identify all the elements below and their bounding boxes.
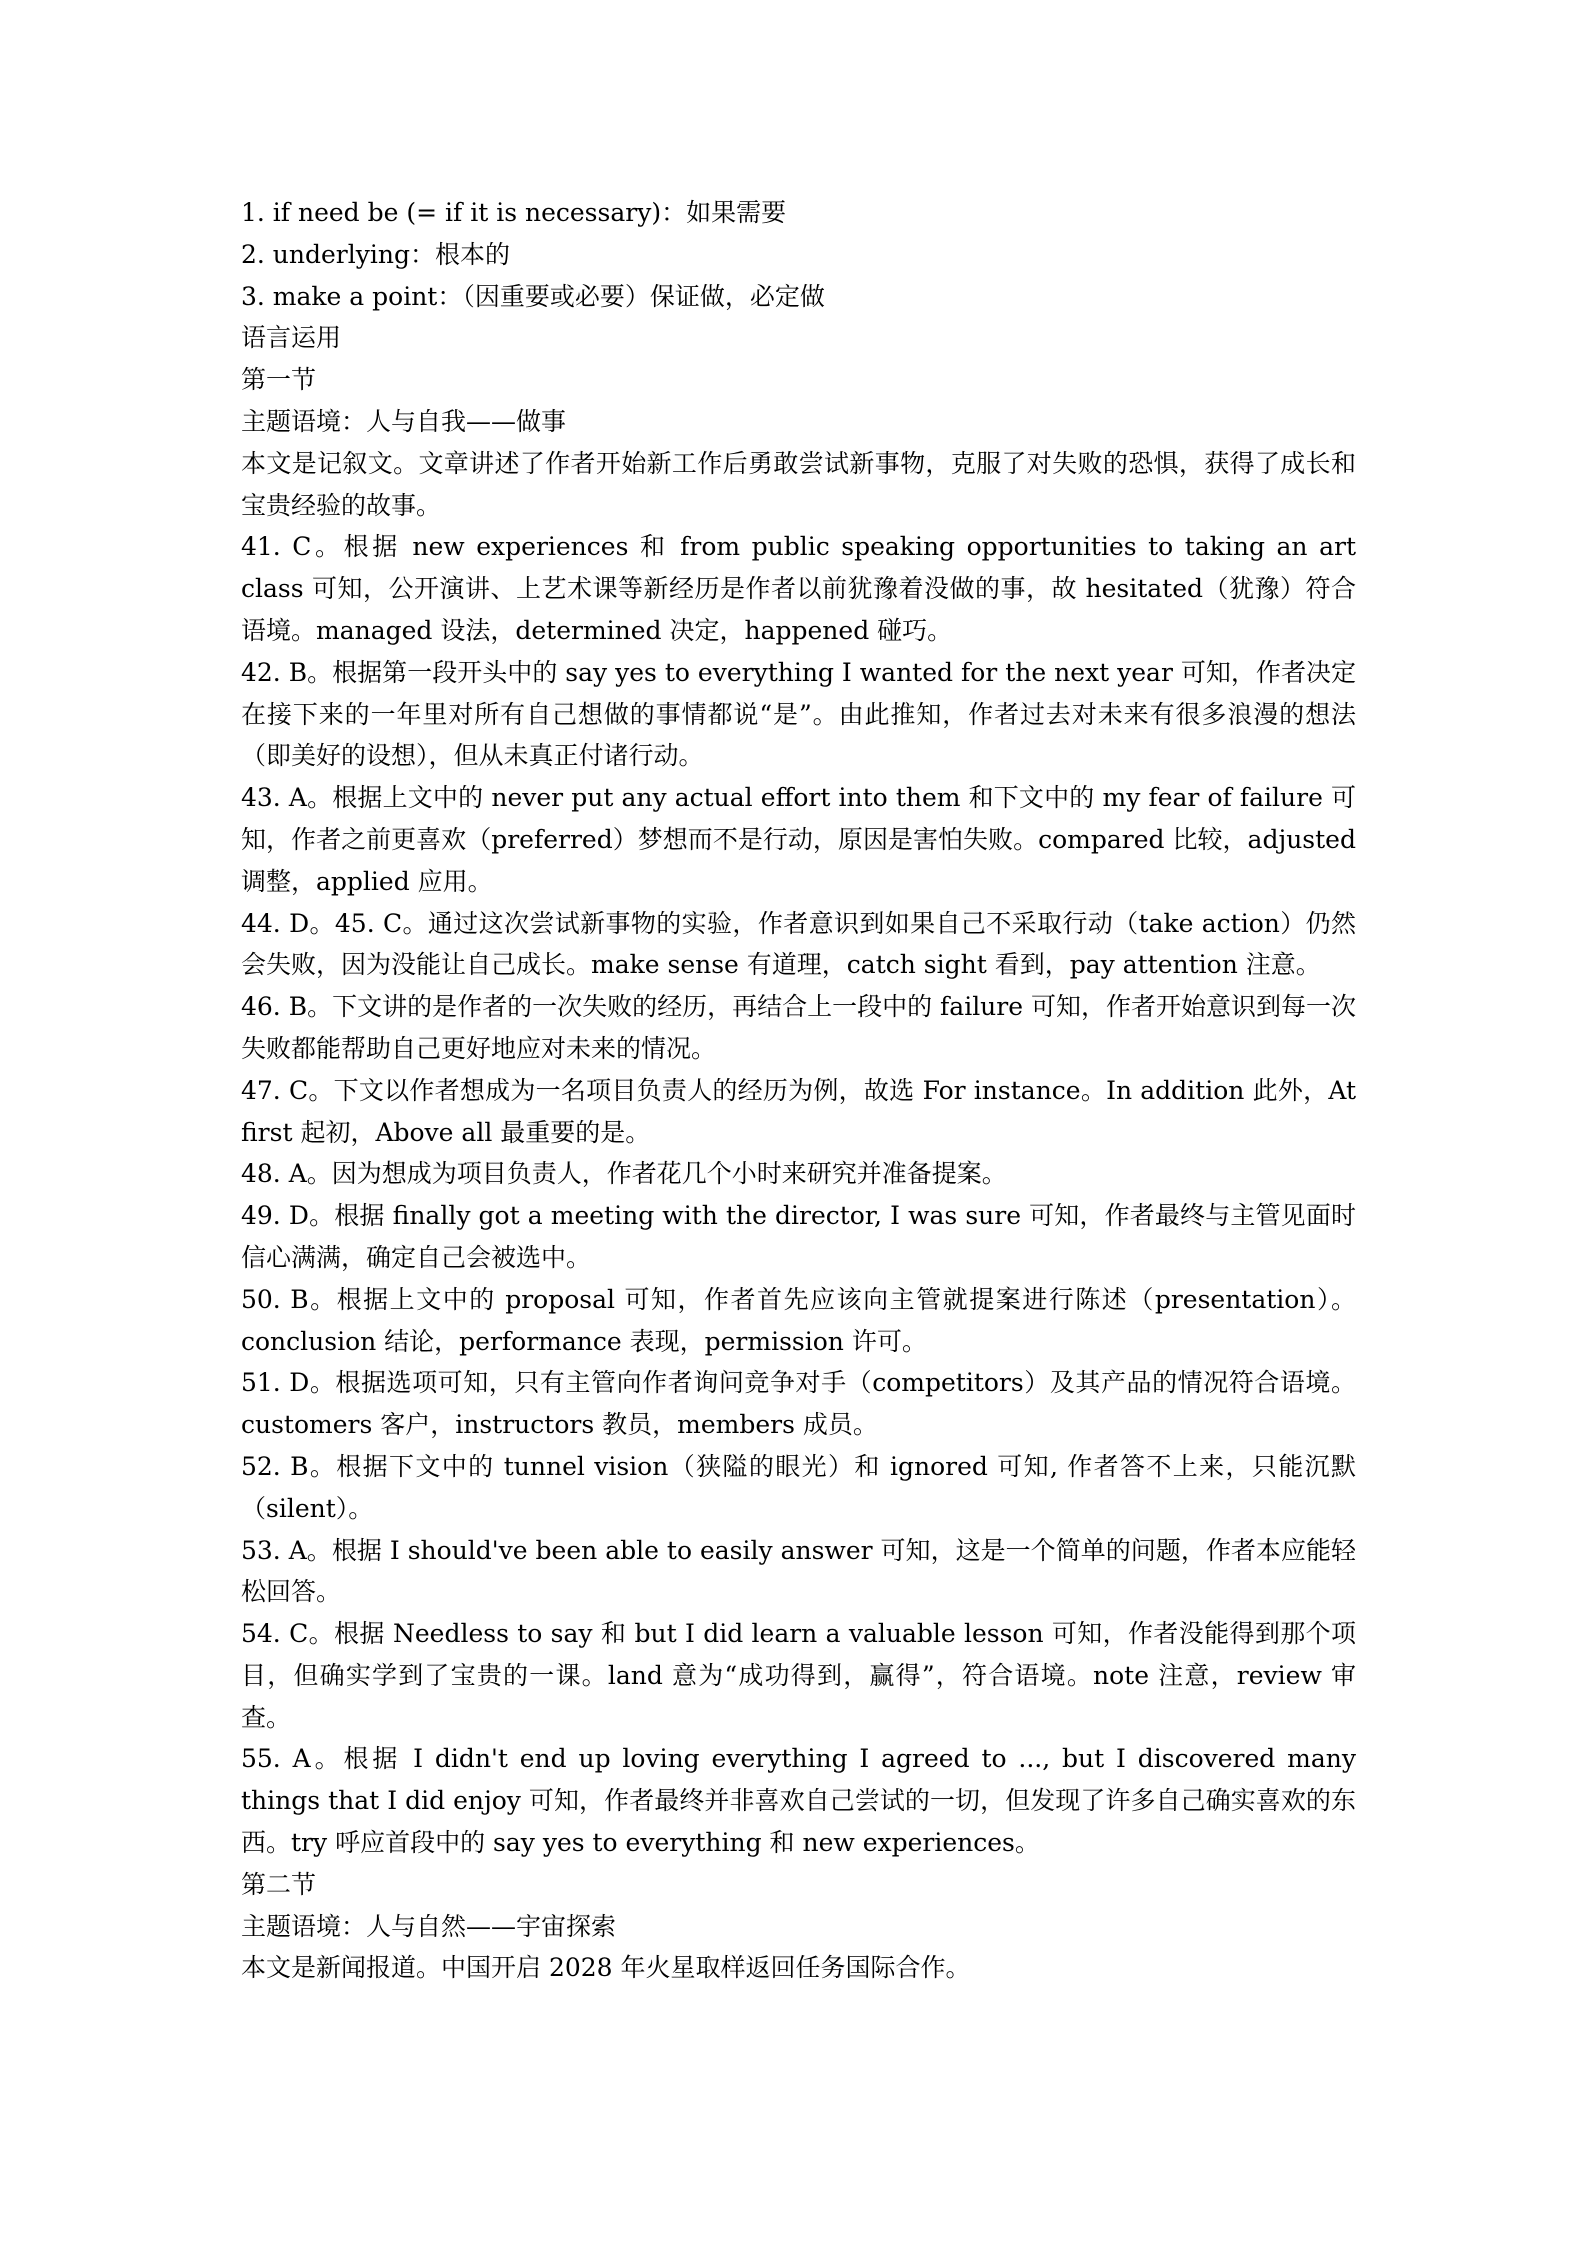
answer-item: 47. C。下文以作者想成为一名项目负责人的经历为例，故选 For instance。In addition 此外，At first 起初，Above all 最重要的是。 (241, 1075, 1356, 1147)
part1-summary: 本文是记叙文。文章讲述了作者开始新工作后勇敢尝试新事物，克服了对失败的恐惧，获得了成长和宝贵经验的故事。 (241, 448, 1356, 520)
answer-item: 55. A。根据 I didn't end up loving everything I agreed to ..., but I discovered many things that I did enjoy 可知，作者最终并非喜欢自己尝试的一切，但发现了许多自己确实喜欢的东西。try 呼应首段中的 say yes to everything 和 new experiences。 (241, 1744, 1356, 1858)
answer-item: 48. A。因为想成为项目负责人，作者花几个小时来研究并准备提案。 (241, 1159, 1007, 1189)
part1-title: 第一节 (241, 365, 317, 395)
answer-item: 50. B。根据上文中的 proposal 可知，作者首先应该向主管就提案进行陈述（presentation）。conclusion 结论，performance 表现，permission 许可。 (241, 1284, 1356, 1356)
document-page (241, 192, 1356, 1989)
part2-title: 第二节 (241, 1869, 317, 1899)
vocab-item: 2. underlying：根本的 (241, 239, 510, 269)
answer-item: 43. A。根据上文中的 never put any actual effort into them 和下文中的 my fear of failure 可知，作者之前更喜欢（preferred）梦想而不是行动，原因是害怕失败。compared 比较，adjusted 调整，applied 应用。 (241, 783, 1356, 896)
vocab-item: 1. if need be (= if it is necessary)：如果需要 (241, 198, 787, 227)
answer-item: 52. B。根据下文中的 tunnel vision（狭隘的眼光）和 ignored 可知, 作者答不上来，只能沉默（silent）。 (241, 1451, 1356, 1523)
vocab-item: 3. make a point：（因重要或必要）保证做，必定做 (241, 281, 825, 311)
part2-summary: 本文是新闻报道。中国开启 2028 年火星取样返回任务国际合作。 (241, 1953, 971, 1983)
answer-item: 53. A。根据 I should've been able to easily answer 可知，这是一个简单的问题，作者本应能轻松回答。 (241, 1535, 1356, 1607)
answer-item: 49. D。根据 finally got a meeting with the director, I was sure 可知，作者最终与主管见面时信心满满，确定自己会被选中。 (241, 1201, 1356, 1272)
answer-item: 44. D。45. C。通过这次尝试新事物的实验，作者意识到如果自己不采取行动（take action）仍然会失败，因为没能让自己成长。make sense 有道理，catch sight 看到，pay attention 注意。 (241, 908, 1356, 980)
answer-item: 46. B。下文讲的是作者的一次失败的经历，再结合上一段中的 failure 可知，作者开始意识到每一次失败都能帮助自己更好地应对未来的情况。 (241, 992, 1356, 1063)
section-title: 语言运用 (241, 323, 342, 353)
answer-item: 51. D。根据选项可知，只有主管向作者询问竞争对手（competitors）及其产品的情况符合语境。customers 客户，instructors 教员，members 成员。 (241, 1368, 1356, 1440)
part2-theme: 主题语境：人与自然——宇宙探索 (241, 1911, 617, 1941)
part1-theme: 主题语境：人与自我——做事 (241, 406, 567, 436)
answer-item: 41. C。根据 new experiences 和 from public speaking opportunities to taking an art class 可知，公开演讲、上艺术课等新经历是作者以前犹豫着没做的事，故 hesitated（犹豫）符合语境。managed 设法，determined 决定，happened 碰巧。 (241, 532, 1356, 645)
answer-item: 42. B。根据第一段开头中的 say yes to everything I wanted for the next year 可知，作者决定在接下来的一年里对所有自己想做的事情都说“是”。由此推知，作者过去对未来有很多浪漫的想法（即美好的设想），但从未真正付诸行动。 (241, 657, 1356, 771)
answer-item: 54. C。根据 Needless to say 和 but I did learn a valuable lesson 可知，作者没能得到那个项目，但确实学到了宝贵的一课。land 意为“成功得到，赢得”，符合语境。note 注意，review 审查。 (241, 1619, 1356, 1732)
